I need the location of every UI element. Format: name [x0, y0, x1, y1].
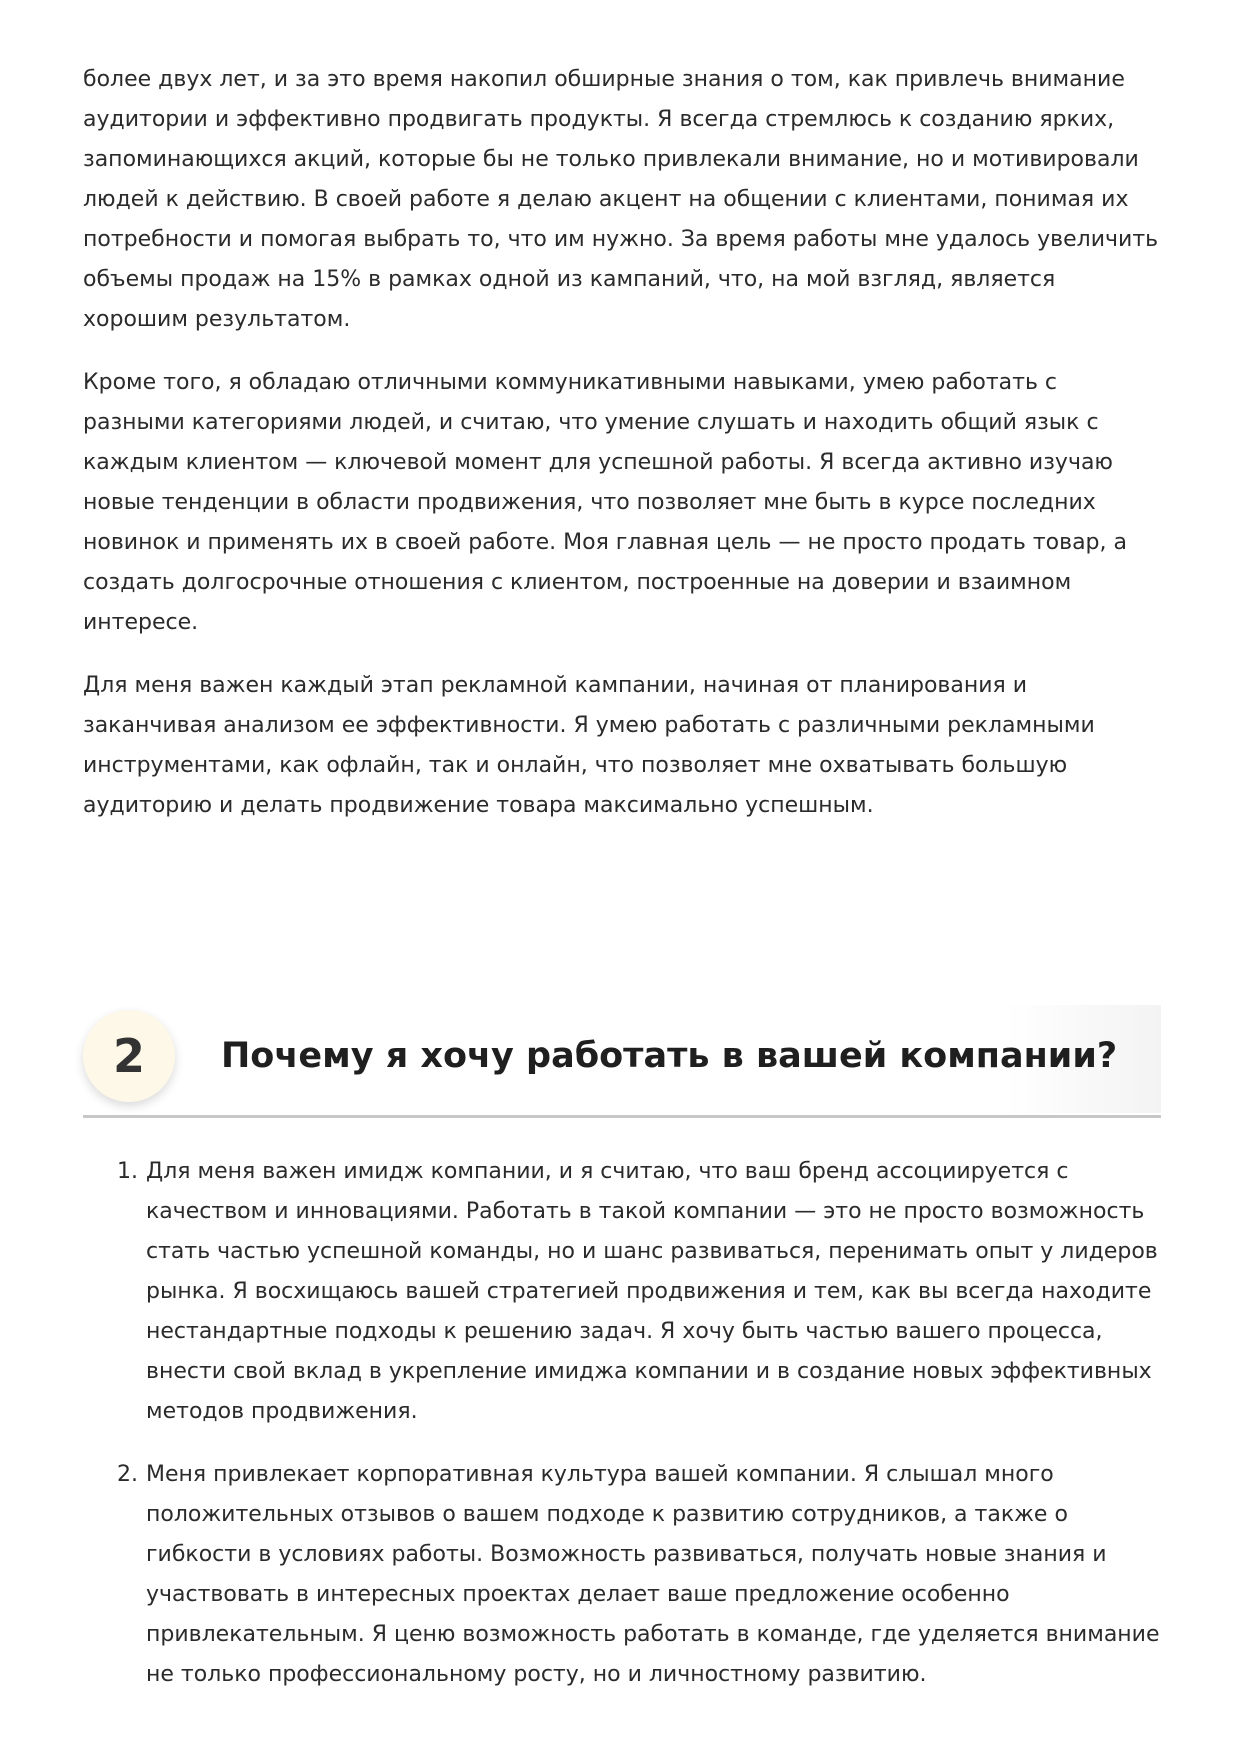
list-item: [83, 1152, 1163, 1432]
list-item-number: 2.: [117, 1462, 138, 1487]
numbered-list: [83, 1152, 1163, 1718]
intro-text: [83, 60, 1163, 849]
paragraph: Кроме того, я обладаю отличными коммуникативными навыками, умею работать с разными категориями людей, и считаю, что умение слушать и находить общий язык с каждым клиентом — ключевой момент для успешной работы. Я всегда активно изучаю новые тенденции в области продвижения, что позволяет мне быть в курсе последних новинок и применять их в своей работе. Моя главная цель — не просто продать товар, а создать долгосрочные отношения с клиентом, построенные на доверии и взаимном интересе.: [83, 370, 1127, 635]
section-header: [83, 1005, 1161, 1118]
paragraph: более двух лет, и за это время накопил обширные знания о том, как привлечь внимание аудитории и эффективно продвигать продукты. Я всегда стремлюсь к созданию ярких, запоминающихся акций, которые бы не только привлекали внимание, но и мотивировали людей к действию. В своей работе я делаю акцент на общении с клиентами, понимая их потребности и помогая выбрать то, что им нужно. За время работы мне удалось увеличить объемы продаж на 15% в рамках одной из кампаний, что, на мой взгляд, является хорошим результатом.: [83, 67, 1159, 332]
list-item: [83, 1455, 1163, 1695]
list-item-text: Для меня важен имидж компании, и я считаю, что ваш бренд ассоциируется с качеством и инновациями. Работать в такой компании — это не просто возможность стать частью успешной команды, но и шанс развиваться, перенимать опыт у лидеров рынка. Я восхищаюсь вашей стратегией продвижения и тем, как вы всегда находите нестандартные подходы к решению задач. Я хочу быть частью вашего процесса, внести свой вклад в укрепление имиджа компании и в создание новых эффективных методов продвижения.: [146, 1159, 1158, 1424]
list-item-number: 1.: [117, 1159, 138, 1184]
section-number-badge: 2: [83, 1010, 175, 1102]
list-item-text: Меня привлекает корпоративная культура вашей компании. Я слышал много положительных отзывов о вашем подходе к развитию сотрудников, а также о гибкости в условиях работы. Возможность развиваться, получать новые знания и участвовать в интересных проектах делает ваше предложение особенно привлекательным. Я ценю возможность работать в команде, где уделяется внимание не только профессиональному росту, но и личностному развитию.: [146, 1462, 1160, 1687]
section-title: Почему я хочу работать в вашей компании?: [221, 1036, 1118, 1076]
paragraph: Для меня важен каждый этап рекламной кампании, начиная от планирования и заканчивая анализом ее эффективности. Я умею работать с различными рекламными инструментами, как офлайн, так и онлайн, что позволяет мне охватывать большую аудиторию и делать продвижение товара максимально успешным.: [83, 673, 1095, 818]
